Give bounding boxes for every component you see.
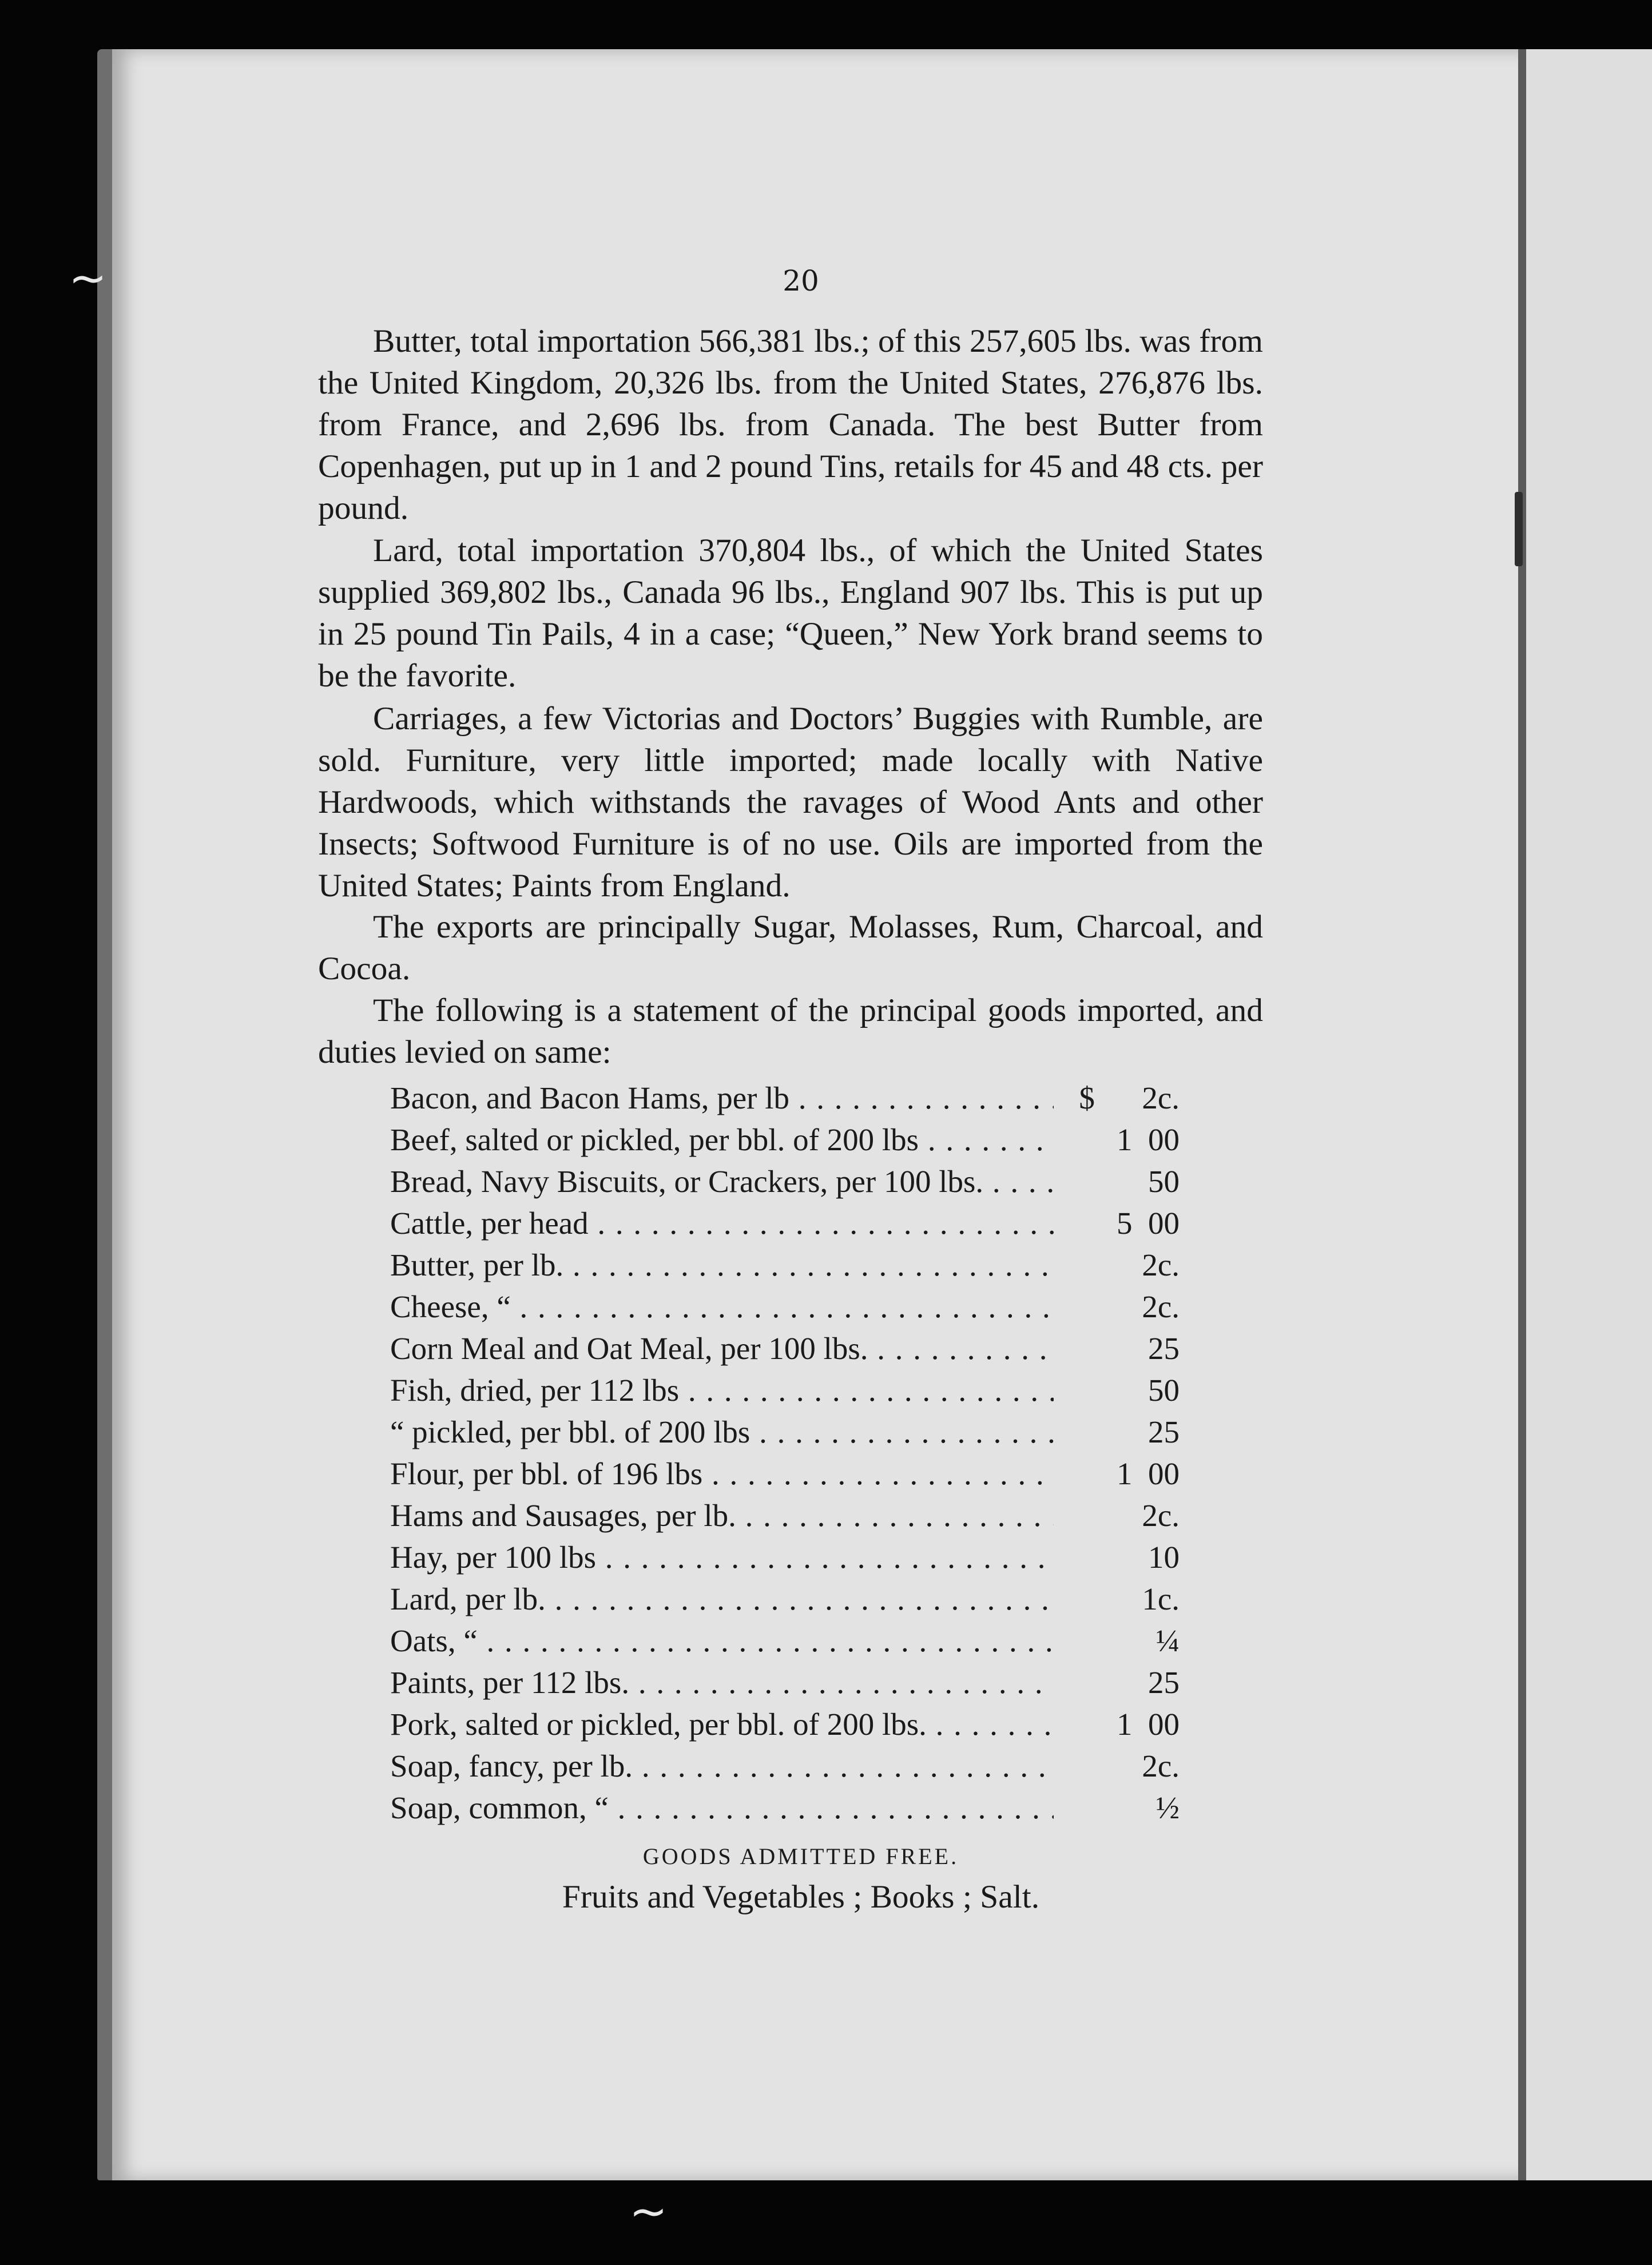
duty-rate: 10 (1148, 1540, 1180, 1575)
facing-page-edge (1518, 49, 1652, 2180)
duty-item: Bacon, and Bacon Hams, per lb . . . (390, 1080, 1054, 1116)
page-number: 20 (783, 264, 819, 297)
duty-row (390, 1163, 1191, 1205)
margin-mark: ~ (629, 2185, 668, 2238)
duty-rate: ¼ (1155, 1623, 1180, 1658)
duty-item: Hams and Sausages, per lb. . . . (390, 1497, 1054, 1533)
duty-item: Beef, salted or pickled, per bbl. of 200 lbs . . . (390, 1122, 1054, 1158)
margin-mark: ~ (69, 252, 108, 305)
duty-rate: 25 (1148, 1665, 1180, 1700)
duty-item: Flour, per bbl. of 196 lbs . . . (390, 1456, 1054, 1492)
duty-rate: 1 00 (1117, 1456, 1180, 1491)
duty-rate: 25 (1148, 1414, 1180, 1449)
duty-row (390, 1289, 1191, 1330)
duty-item: Soap, common, “ . . . (390, 1790, 1054, 1826)
duty-rate: 2c. (1142, 1289, 1180, 1324)
duty-rate: 2c. (1142, 1247, 1180, 1282)
paragraph-statement: The following is a statement of the principal goods imported, and duties levied on same: (318, 992, 1263, 1070)
duty-rate: 1 00 (1117, 1707, 1180, 1742)
paragraph-butter: Butter, total importation 566,381 lbs.; of this 257,605 lbs. was from the United Kingdom, 20,326 lbs. from the United States, 276,876 lbs. from France, and 2,696 lbs. from Canada. The best Butter from Copenhagen, put up in 1 and 2 pound Tins, retails for 45 and 48 cts. per pound. (318, 323, 1263, 526)
duty-rate: 50 (1148, 1164, 1180, 1199)
duty-item: Pork, salted or pickled, per bbl. of 200 lbs. . . . (390, 1706, 1054, 1742)
duty-row (390, 1706, 1191, 1748)
duty-item: Soap, fancy, per lb. . . . (390, 1748, 1054, 1784)
duty-row (390, 1497, 1191, 1539)
duty-row (390, 1581, 1191, 1623)
duty-row (390, 1790, 1191, 1831)
duty-item: Paints, per 112 lbs. . . . (390, 1664, 1054, 1700)
duty-row (390, 1122, 1191, 1163)
duty-rate: 2c. (1142, 1498, 1180, 1533)
duty-rate: 2c. (1142, 1749, 1180, 1783)
duty-row (390, 1205, 1191, 1247)
duty-item: Oats, “ . . . (390, 1623, 1054, 1659)
duty-row (390, 1247, 1191, 1289)
free-goods-list: Fruits and Vegetables ; Books ; Salt. (562, 1879, 1040, 1915)
duty-rate: ½ (1155, 1790, 1180, 1825)
free-goods-heading: GOODS ADMITTED FREE. (642, 1843, 959, 1869)
duty-item: Lard, per lb. . . . (390, 1581, 1054, 1617)
duty-row (390, 1330, 1191, 1372)
duty-rate: 25 (1148, 1331, 1180, 1366)
duty-rate: 1 00 (1117, 1122, 1180, 1157)
paragraph-lard: Lard, total importation 370,804 lbs., of which the United States supplied 369,802 lbs., Canada 96 lbs., England 907 lbs. This is put up in 25 pound Tin Pails, 4 in a case; “Queen,” New York brand seems to be the favorite. (318, 533, 1263, 694)
duty-rate: 50 (1148, 1373, 1180, 1408)
duty-rate: 5 00 (1117, 1206, 1180, 1241)
duty-item: Hay, per 100 lbs . . . (390, 1539, 1054, 1575)
duty-item: Cheese, “ . . . (390, 1289, 1054, 1325)
duty-row (390, 1539, 1191, 1581)
duty-row (390, 1080, 1191, 1122)
duty-item: “ pickled, per bbl. of 200 lbs . . . (390, 1414, 1054, 1450)
duty-item: Fish, dried, per 112 lbs . . . (390, 1372, 1054, 1408)
duty-rate: $ 2c. (1079, 1080, 1180, 1115)
duty-row (390, 1664, 1191, 1706)
duty-row (390, 1414, 1191, 1456)
duty-row (390, 1623, 1191, 1664)
duty-row (390, 1456, 1191, 1497)
duty-item: Corn Meal and Oat Meal, per 100 lbs. . . . (390, 1330, 1054, 1366)
duty-rate: 1c. (1142, 1581, 1180, 1616)
duty-item: Cattle, per head . . . (390, 1205, 1054, 1241)
duty-item: Bread, Navy Biscuits, or Crackers, per 100 lbs. . . . (390, 1163, 1054, 1199)
duty-row (390, 1748, 1191, 1790)
paragraph-carriages: Carriages, a few Victorias and Doctors’ Buggies with Rumble, are sold. Furniture, very little imported; made locally with Native Hardwoods, which withstands the ravages of Wood Ants and other Insects; Softwood Furniture is of no use. Oils are imported from the United States; Paints from England. (318, 701, 1263, 904)
duty-row (390, 1372, 1191, 1414)
binding-mark (1515, 492, 1523, 566)
paragraph-exports: The exports are principally Sugar, Molasses, Rum, Charcoal, and Cocoa. (318, 909, 1263, 987)
duty-item: Butter, per lb. . . . (390, 1247, 1054, 1283)
